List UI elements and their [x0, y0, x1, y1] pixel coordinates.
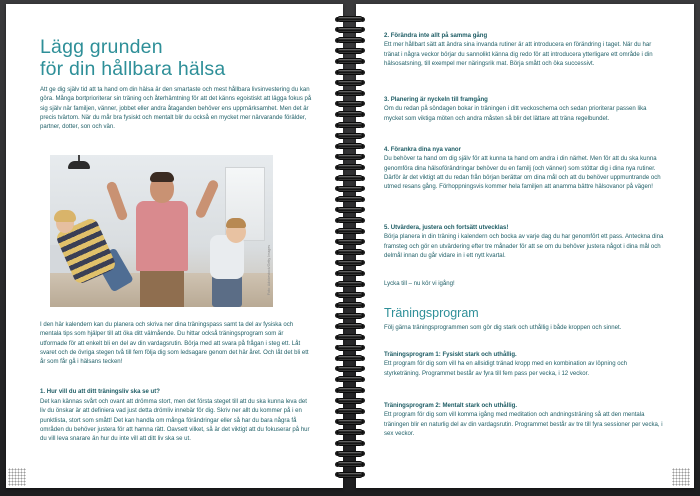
- spiral-coil: [337, 419, 363, 425]
- section-text: Om du redan på söndagen bokar in träningen i ditt veckoschema och sedan prioriterar passen lika mycket som viktiga möten och andra måsten så blir det lättare att träna regelbundet.: [384, 106, 647, 122]
- spiral-coil: [337, 249, 363, 255]
- spiral-coil: [337, 334, 363, 340]
- spiral-coil: [337, 281, 363, 287]
- spiral-coil: [337, 154, 363, 160]
- program-2: [384, 402, 664, 439]
- section-4: [384, 146, 664, 192]
- spiral-coil: [337, 376, 363, 382]
- corner-dots: [672, 468, 690, 486]
- page-title: [40, 36, 225, 80]
- spiral-coil: [337, 302, 363, 308]
- spiral-coil: [337, 472, 363, 478]
- spiral-coil: [337, 143, 363, 149]
- section-heading: 5. Utvärdera, justera och fortsätt utvecklas!: [384, 225, 509, 231]
- spiral-coil: [337, 355, 363, 361]
- spiral-coil: [337, 175, 363, 181]
- section-text: Börja planera in din träning i kalendern och bocka av varje dag du har genomfört ett pass. Anteckna dina framsteg och gör en utvärdering efter tre månader för att se om du behöver justera något i dina mål och delmål innan du går vidare in i ett nytt kvartal.: [384, 234, 664, 259]
- program-heading: Träningsprogram 2: Mentalt stark och uthållig.: [384, 403, 518, 409]
- spiral-coil: [337, 27, 363, 33]
- program-text: Ett program för dig som vill komma igång med meditation och andningsträning så att den mentala träningen blir en naturlig del av din vardagsrutin. Programmet består av tre till fyra sessioner per vecka, i sex veckor.: [384, 412, 663, 437]
- spiral-coil: [337, 80, 363, 86]
- step-1-heading: 1. Hur vill du att ditt träningsliv ska se ut?: [40, 389, 160, 395]
- section-heading: 2. Förändra inte allt på samma gång: [384, 33, 488, 39]
- spiral-coil: [337, 408, 363, 414]
- step-1-text: Det kan kännas svårt och ovant att drömma stort, men det första steget till att du ska kunna leva det liv du önskar är att definiera vad just detta drömliv innebär för dig. Skriv ner allt du kommer på i en punktlista, stort som smått! Det kan handla om många förändringar eller så har du bara några få områden du behöver justera för att hamna rätt. Oavsett vilket, så är det viktigt att du fokuserar på hur du vill leva snarare än hur du inte vill att ditt liv ska se ut.: [40, 399, 310, 443]
- section-2: [384, 32, 664, 69]
- spiral-coil: [337, 122, 363, 128]
- section-3: [384, 96, 664, 124]
- program-text: Ett program för dig som vill ha en allsidigt tränad kropp med en kombination av löpning och styrketräning. Programmet består av fyra till fem pass per vecka, i 12 veckor.: [384, 361, 628, 377]
- spiral-coil: [337, 239, 363, 245]
- spiral-coil: [337, 207, 363, 213]
- section-heading: 4. Förankra dina nya vanor: [384, 147, 461, 153]
- spiral-binding: [333, 14, 367, 490]
- section-text: Ett mer hållbart sätt att ändra sina invanda rutiner är att introducera en förändring i taget. När du har tränat i några veckor börjar du sannolikt känna dig redo för att introducera ytterligare ett område i din hälsosatsning, till exempel mer näringsrik mat. Börja smått och öka successivt.: [384, 42, 653, 67]
- program-heading: Träningsprogram 1: Fysiskt stark och uthållig.: [384, 352, 517, 358]
- section-heading: 3. Planering är nyckeln till framgång: [384, 97, 488, 103]
- spiral-coil: [337, 37, 363, 43]
- spiral-coil: [337, 398, 363, 404]
- spiral-coil: [337, 440, 363, 446]
- spiral-coil: [337, 313, 363, 319]
- spiral-coil: [337, 133, 363, 139]
- spiral-coil: [337, 48, 363, 54]
- spiral-coil: [337, 186, 363, 192]
- spiral-coil: [337, 111, 363, 117]
- spiral-coil: [337, 164, 363, 170]
- spiral-coil: [337, 292, 363, 298]
- spiral-coil: [337, 69, 363, 75]
- left-page: [6, 4, 343, 488]
- section-5: [384, 224, 664, 261]
- program-title: Träningsprogram: [384, 306, 479, 320]
- title-line-1: Lägg grunden: [40, 36, 163, 58]
- body-paragraph: I den här kalendern kan du planera och skriva ner dina träningspass samt ta del av fysiska och mentala tips som hjälper till att öka ditt välmående. Du hittar också träningsprogram som är utformade för att enkelt bli en del av din vardagsrutin. Börja med att svara på frågan i steg ett. Låt svaret och de övriga stegen två till fem följa dig som ledsagare genom det här året. Och låt det bli ett år som får gå i hälsans tecken!: [40, 322, 309, 366]
- photo-credit: Foto: Adobestock/Getty Images: [267, 245, 271, 296]
- spiral-coil: [337, 16, 363, 22]
- pendant-lamp-icon: [68, 161, 90, 169]
- spiral-coil: [337, 260, 363, 266]
- spiral-coil: [337, 366, 363, 372]
- spiral-coil: [337, 217, 363, 223]
- spiral-coil: [337, 228, 363, 234]
- program-1: [384, 351, 664, 379]
- spiral-coil: [337, 451, 363, 457]
- closing-line: Lycka till – nu kör vi igång!: [384, 281, 455, 287]
- spiral-coil: [337, 387, 363, 393]
- spiral-coil: [337, 323, 363, 329]
- title-line-2: för din hållbara hälsa: [40, 58, 226, 80]
- corner-dots: [8, 468, 26, 486]
- spiral-coil: [337, 101, 363, 107]
- program-intro: Följ gärna träningsprogrammen som gör dig stark och uthållig i både kroppen och sinnet.: [384, 325, 622, 331]
- intro-paragraph: Att ge dig själv tid att ta hand om din hälsa är den smartaste och mest hållbara livsinvestering du kan göra. Många bortprioriterar sin träning och återhämtning för att det känns egoistiskt att lägga fokus på sig själv när familjen, vänner, jobbet eller andra åtaganden behöver ens uppmärksamhet. Men det är precis tvärtom. När du mår bra fysiskt och mentalt blir du också en mycket mer närvarande förälder, partner, dotter, son och vän.: [40, 87, 312, 131]
- spiral-coil: [337, 429, 363, 435]
- spiral-coil: [337, 90, 363, 96]
- spiral-coil: [337, 461, 363, 467]
- right-page: [356, 4, 694, 488]
- section-text: Du behöver ta hand om dig själv för att kunna ta hand om andra i din närhet. Men för att du ska kunna genomföra dina hälsoförändringar behöver du en familj (och vänner) som stöttar dig i dina nya rutiner. Därför är det viktigt att du redan från början berättar om dina mål och att du behöver uppmuntrande och utmed resans gång. Förhoppningsvis kommer hela familjen att anamma bättre hälsovanor på vägen!: [384, 156, 661, 191]
- spiral-coil: [337, 345, 363, 351]
- family-photo: [50, 155, 273, 307]
- spiral-coil: [337, 270, 363, 276]
- spiral-coil: [337, 196, 363, 202]
- spiral-coil: [337, 58, 363, 64]
